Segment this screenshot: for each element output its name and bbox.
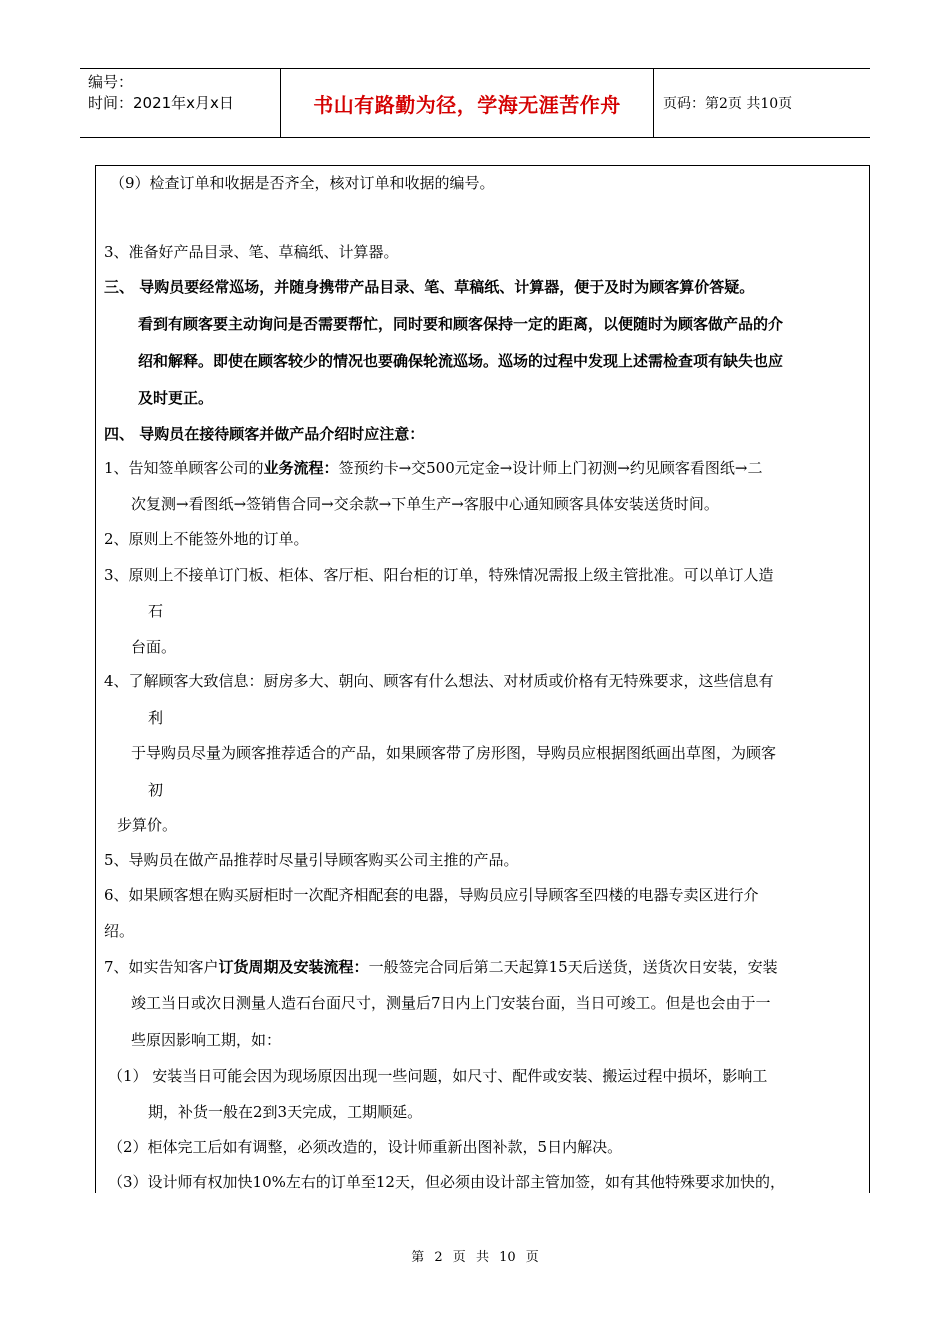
text-line: 三、 导购员要经常巡场，并随身携带产品目录、笔、草稿纸、计算器，便于及时为顾客算价答疑。 [104,278,755,296]
text-line: 期，补货一般在2到3天完成，工期顺延。 [148,1103,423,1121]
page-footer [0,1246,950,1265]
text-line: 看到有顾客要主动询问是否需要帮忙，同时要和顾客保持一定的距离，以便随时为顾客做产品的介 [138,315,784,333]
footer-part: 页 [525,1250,539,1265]
text-line [104,458,762,478]
text-line: 台面。 [131,638,177,656]
line-lead: 7、如实告知客户 [104,958,219,976]
line-emphasis: 订货周期及安装流程： [218,958,369,976]
text-line: 初 [148,781,164,799]
footer-part: 第 [411,1250,425,1265]
text-line: 4、了解顾客大致信息：厨房多大、朝向、顾客有什么想法、对材质或价格有无特殊要求，这些信息有 [104,672,774,690]
text-line: 2、原则上不能签外地的订单。 [104,530,309,548]
text-line: 石 [148,602,164,620]
text-line: （3）设计师有权加快10%左右的订单至12天，但必须由设计部主管加签，如有其他特殊要求加快的， [108,1173,785,1191]
text-line: 些原因影响工期，如： [131,1031,282,1049]
text-line: 及时更正。 [138,389,214,407]
text-line: 3、准备好产品目录、笔、草稿纸、计算器。 [104,243,399,261]
footer-part: 共 [475,1250,489,1265]
text-line: 利 [148,709,164,727]
header-meta [80,69,281,137]
page-info: 页码：第2页 共10页 [663,96,793,112]
text-line: 5、导购员在做产品推荐时尽量引导顾客购买公司主推的产品。 [104,851,519,869]
text-line [104,957,778,977]
text-line: 于导购员尽量为顾客推荐适合的产品，如果顾客带了房形图，导购员应根据图纸画出草图，为顾客 [131,744,777,762]
text-line: （9）检查订单和收据是否齐全，核对订单和收据的编号。 [110,174,495,192]
line-emphasis: 业务流程： [263,459,339,477]
text-line: 3、原则上不接单订门板、柜体、客厅柜、阳台柜的订单，特殊情况需报上级主管批准。可以单订人造 [104,566,774,584]
text-line: 6、如果顾客想在购买厨柜时一次配齐相配套的电器，导购员应引导顾客至四楼的电器专卖区进行介 [104,886,759,904]
line-rest: 签预约卡→交500元定金→设计师上门初测→约见顾客看图纸→二 [338,459,763,477]
time-label: 时间：2021年x月x日 [88,94,234,112]
text-line: （2）柜体完工后如有调整，必须改造的，设计师重新出图补款，5日内解决。 [108,1138,623,1156]
footer-part: 页 [452,1250,466,1265]
page-header [80,68,870,138]
line-rest: 一般签完合同后第二天起算15天后送货，送货次日安装，安装 [368,958,778,976]
text-line: 竣工当日或次日测量人造石台面尺寸，测量后7日内上门安装台面，当日可竣工。但是也会由于一 [131,994,771,1012]
text-line: 次复测→看图纸→签销售合同→交余款→下单生产→客服中心通知顾客具体安装送货时间。 [131,495,719,513]
motto: 书山有路勤为径，学海无涯苦作舟 [281,69,654,137]
text-line: （1） 安装当日可能会因为现场原因出现一些问题，如尺寸、配件或安装、搬运过程中损坏，影响工 [108,1067,768,1085]
text-line: 绍和解释。即使在顾客较少的情况也要确保轮流巡场。巡场的过程中发现上述需检查项有缺失也应 [138,352,784,370]
text-line: 四、 导购员在接待顾客并做产品介绍时应注意： [104,425,425,443]
text-line: 绍。 [104,922,135,940]
line-lead: 1、告知签单顾客公司的 [104,459,264,477]
footer-total-pages: 10 [499,1250,516,1265]
number-label: 编号： [88,73,134,91]
text-line: 步算价。 [117,816,178,834]
footer-page-number: 2 [434,1250,443,1265]
